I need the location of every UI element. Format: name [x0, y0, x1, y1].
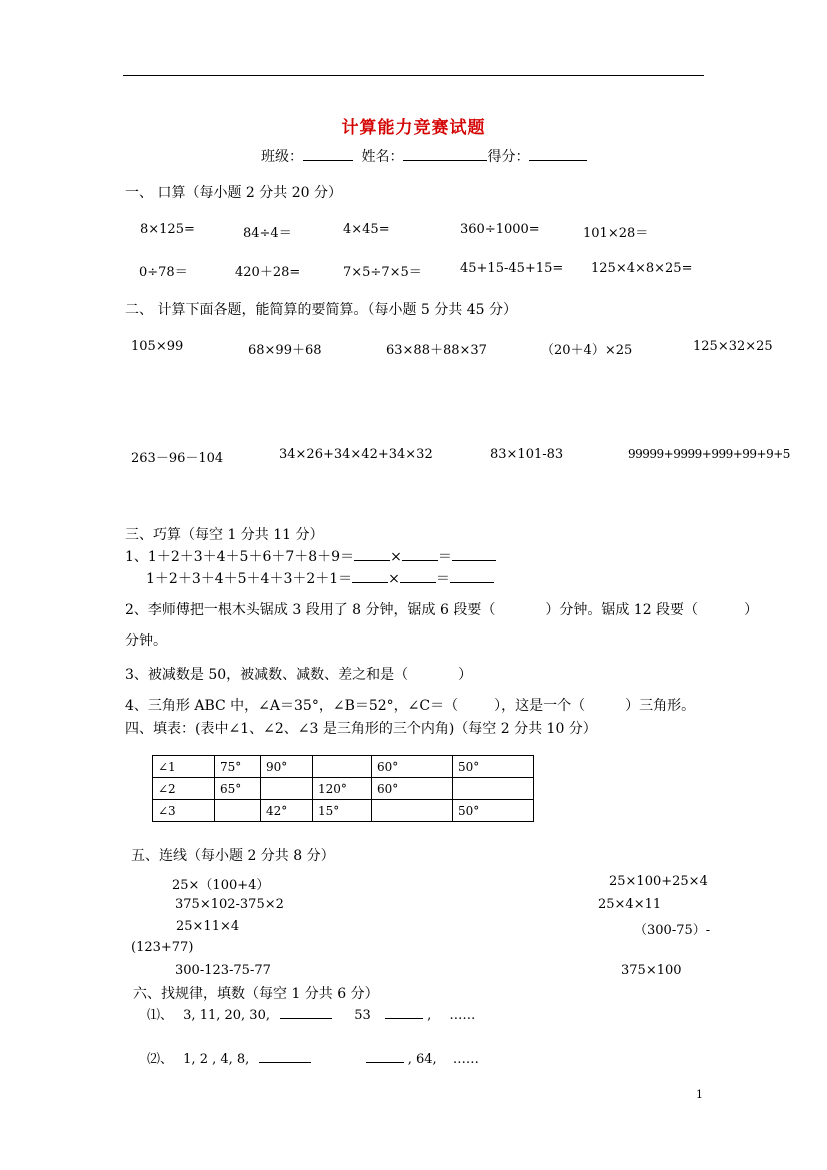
- angle-table: [152, 755, 534, 822]
- s6-q2-seq: 1, 2 , 4, 8,: [183, 1052, 250, 1067]
- header-rule: [123, 75, 704, 76]
- s3-q1b: [146, 568, 494, 588]
- answer-blank[interactable]: [366, 1048, 404, 1063]
- s6-q1: [147, 1004, 475, 1023]
- table-cell: 90°: [261, 756, 313, 778]
- s3-q3-text: ）: [458, 667, 473, 683]
- s6-q2-label: ⑵、: [147, 1052, 174, 1067]
- answer-blank[interactable]: [354, 546, 390, 561]
- name-field[interactable]: [403, 146, 487, 161]
- match-right-item[interactable]: （300-75）-: [634, 923, 711, 938]
- s3-q4-text: ）三角形。: [625, 698, 696, 714]
- s1-item: 0÷78＝: [139, 265, 188, 280]
- score-label: 得分：: [487, 149, 530, 165]
- answer-blank[interactable]: [402, 546, 438, 561]
- s3-q2-text: 2、李师傅把一根木头锯成 3 段用了 8 分钟，锯成 6 段要（: [125, 602, 496, 618]
- section2-heading: 二、 计算下面各题，能简算的要简算。（每小题 5 分共 45 分）: [125, 302, 517, 318]
- s3-q4-text: 4、三角形 ABC 中，∠A＝35°，∠B＝52°，∠C＝（: [125, 698, 459, 714]
- s3-q4-text: ），这是一个（: [494, 698, 586, 714]
- s2-item: 34×26+34×42+34×32: [279, 447, 433, 462]
- name-label: 姓名：: [361, 149, 404, 165]
- s3-q3: [125, 664, 472, 684]
- answer-blank[interactable]: [280, 1004, 332, 1019]
- equals-sign: ＝: [437, 549, 452, 565]
- s3-q1a: [125, 546, 496, 566]
- section4-heading: 四、填表：(表中∠1、∠2、∠3 是三角形的三个内角)（每空 2 分共 10 分）: [125, 721, 597, 737]
- table-row: [153, 756, 534, 778]
- equals-sign: ＝: [435, 571, 450, 587]
- table-cell: 50°: [453, 800, 534, 822]
- s1-item: 84÷4＝: [243, 226, 292, 241]
- table-cell: 120°: [313, 778, 372, 800]
- s6-q2-mid: , 64,: [407, 1052, 437, 1067]
- s1-item: 7×5÷7×5＝: [343, 265, 422, 280]
- s3-q2: [125, 599, 758, 619]
- table-cell[interactable]: [215, 800, 261, 822]
- s1-item: 101×28＝: [583, 226, 649, 241]
- table-row: [153, 800, 534, 822]
- match-left-item[interactable]: 375×102-375×2: [175, 897, 284, 912]
- s1-item: 4×45=: [343, 222, 390, 237]
- s3-q1a-text: 1、1＋2＋3＋4＋5＋6＋7＋8＋9＝: [125, 549, 355, 565]
- table-cell: 15°: [313, 800, 372, 822]
- match-right-item[interactable]: 25×4×11: [598, 897, 662, 912]
- s3-q2-text: ）: [744, 602, 759, 618]
- s1-item: 125×4×8×25=: [591, 261, 693, 276]
- table-cell: 50°: [453, 756, 534, 778]
- s2-item: 68×99＋68: [248, 343, 322, 358]
- match-left-item[interactable]: 300-123-75-77: [175, 963, 271, 978]
- answer-blank[interactable]: [385, 1004, 423, 1019]
- answer-blank[interactable]: [452, 546, 496, 561]
- s3-q2-text: ）分钟。锯成 12 段要（: [545, 602, 699, 618]
- table-cell: 60°: [372, 778, 453, 800]
- section6-heading: 六、找规律，填数（每空 1 分共 6 分）: [133, 986, 379, 1002]
- match-left-item[interactable]: 25×（100+4）: [172, 878, 270, 893]
- s6-q1-end: ……: [449, 1008, 476, 1023]
- table-cell: 60°: [372, 756, 453, 778]
- s6-q2: [147, 1048, 479, 1067]
- s3-q3-text: 3、被减数是 50，被减数、减数、差之和是（: [125, 667, 409, 683]
- table-cell[interactable]: [313, 756, 372, 778]
- page-title: 计算能力竞赛试题: [341, 118, 486, 138]
- table-cell: 42°: [261, 800, 313, 822]
- s2-item: 63×88＋88×37: [386, 343, 487, 358]
- s2-item: 125×32×25: [693, 339, 773, 354]
- page-number: 1: [696, 1088, 703, 1101]
- match-right-item[interactable]: 375×100: [621, 963, 682, 978]
- s2-item: （20＋4）×25: [541, 343, 633, 358]
- table-cell: 75°: [215, 756, 261, 778]
- s6-q1-comma: ,: [427, 1008, 432, 1023]
- s1-item: 420＋28=: [235, 265, 301, 280]
- table-cell[interactable]: [372, 800, 453, 822]
- section3-heading: 三、巧算（每空 1 分共 11 分）: [125, 527, 324, 543]
- s6-q2-end: ……: [452, 1052, 479, 1067]
- s1-item: 45+15-45+15=: [460, 261, 564, 276]
- class-label: 班级：: [261, 149, 303, 165]
- answer-blank[interactable]: [400, 568, 436, 583]
- s2-item: 105×99: [131, 339, 184, 354]
- section1-heading: 一、 口算（每小题 2 分共 20 分）: [125, 185, 342, 201]
- times-sign: ×: [388, 571, 400, 587]
- s2-item: 263－96－104: [131, 451, 224, 466]
- s1-item: 360÷1000=: [460, 222, 540, 237]
- table-row: [153, 778, 534, 800]
- table-cell[interactable]: [261, 778, 313, 800]
- s6-q1-seq: 3, 11, 20, 30,: [183, 1008, 270, 1023]
- times-sign: ×: [390, 549, 402, 565]
- s2-item: 99999+9999+999+99+9+5: [628, 447, 790, 461]
- student-info: [261, 146, 587, 166]
- section5-heading: 五、连线（每小题 2 分共 8 分）: [131, 848, 335, 864]
- match-right-wrap: (123+77): [131, 940, 194, 955]
- table-cell: ∠2: [153, 778, 215, 800]
- s2-item: 83×101-83: [490, 447, 564, 462]
- table-cell[interactable]: [453, 778, 534, 800]
- answer-blank[interactable]: [450, 568, 494, 583]
- table-cell: 65°: [215, 778, 261, 800]
- s6-q1-label: ⑴、: [147, 1008, 174, 1023]
- table-cell: ∠1: [153, 756, 215, 778]
- table-cell: ∠3: [153, 800, 215, 822]
- match-right-item[interactable]: 25×100+25×4: [609, 874, 708, 889]
- score-field[interactable]: [529, 146, 587, 161]
- class-field[interactable]: [303, 146, 353, 161]
- s3-q1b-text: 1＋2＋3＋4＋5＋4＋3＋2＋1＝: [146, 571, 353, 587]
- s1-item: 8×125=: [140, 222, 195, 237]
- s3-q4: [125, 695, 695, 715]
- answer-blank[interactable]: [352, 568, 388, 583]
- s6-q1-mid: 53: [354, 1008, 371, 1023]
- answer-blank[interactable]: [259, 1048, 311, 1063]
- s3-q2-cont: 分钟。: [125, 633, 167, 649]
- match-left-item[interactable]: 25×11×4: [176, 919, 240, 934]
